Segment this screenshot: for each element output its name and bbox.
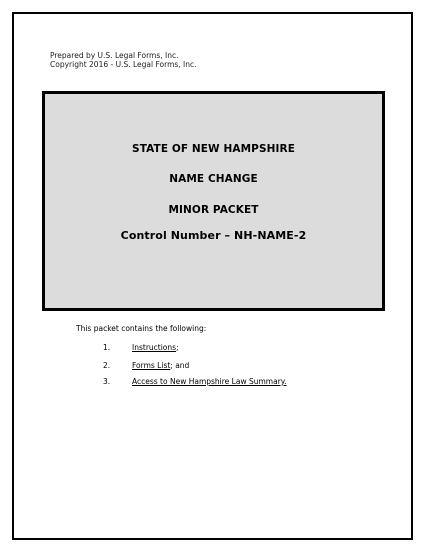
law-summary-link[interactable]: Access to New Hampshire Law Summary. bbox=[132, 377, 287, 386]
control-number: Control Number – NH-NAME-2 bbox=[120, 229, 307, 242]
document-title: NAME CHANGE bbox=[169, 173, 258, 185]
list-item bbox=[103, 361, 189, 370]
prepared-by-text: Prepared by U.S. Legal Forms, Inc. bbox=[50, 51, 179, 60]
list-item-suffix: ; and bbox=[170, 361, 190, 370]
preparer-block bbox=[50, 51, 197, 69]
list-item-suffix: ; bbox=[176, 343, 179, 352]
list-item bbox=[103, 377, 287, 386]
list-item-number: 2. bbox=[103, 361, 111, 370]
list-item bbox=[103, 343, 179, 352]
list-item-number: 1. bbox=[103, 343, 111, 352]
state-title: STATE OF NEW HAMPSHIRE bbox=[132, 143, 295, 155]
packet-title: MINOR PACKET bbox=[168, 204, 259, 216]
forms-list-link[interactable]: Forms List bbox=[132, 361, 171, 370]
instructions-link[interactable]: Instructions bbox=[132, 343, 177, 352]
list-item-number: 3. bbox=[103, 377, 111, 386]
copyright-text: Copyright 2016 - U.S. Legal Forms, Inc. bbox=[50, 60, 197, 69]
contents-intro: This packet contains the following: bbox=[76, 324, 207, 333]
title-box bbox=[42, 91, 385, 311]
